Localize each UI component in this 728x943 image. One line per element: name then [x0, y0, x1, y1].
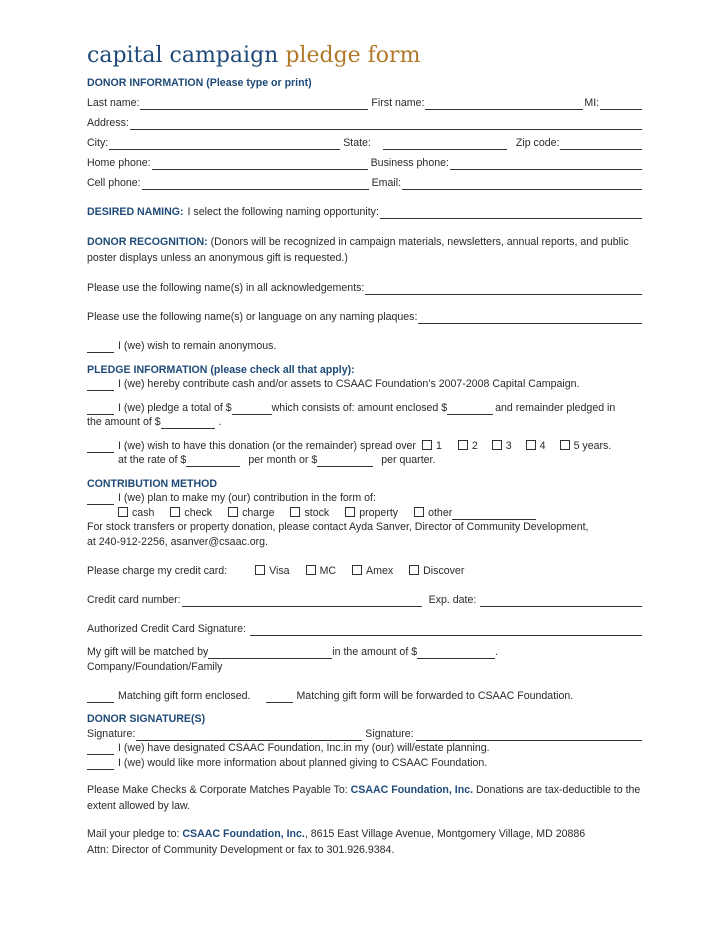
stock-line-2: [87, 534, 643, 549]
ack-field[interactable]: [365, 282, 642, 295]
match-row: [87, 645, 643, 660]
year-option-5[interactable]: [560, 439, 612, 453]
charge-card-label: Please charge my credit card:: [87, 564, 228, 577]
match-forwarded-check-line[interactable]: [266, 690, 293, 703]
mail-text: [87, 826, 643, 842]
match-form-row: [87, 683, 643, 703]
remainder-row: [87, 415, 643, 430]
estate-row: [87, 741, 643, 756]
donor-info-heading: DONOR INFORMATION (Please type or print): [87, 77, 312, 89]
pledge-total-row: [87, 400, 643, 415]
home-phone-field[interactable]: [152, 157, 368, 170]
year-label: 4: [539, 439, 546, 452]
pledge-form: [87, 42, 643, 858]
naming-text: I select the following naming opportunity:: [187, 206, 379, 218]
recognition-description: (Donors will be recognized in campaign materials, newsletters, annual reports, and public poster displays unless an anonymous gift is requested.): [87, 236, 629, 264]
mi-label: MI:: [584, 97, 600, 109]
stock-contact-phone: at 240-912-2256, asanver@csaac.org.: [87, 535, 268, 548]
match-amount-field[interactable]: [417, 646, 495, 659]
year-option-4[interactable]: [526, 439, 546, 453]
checkbox-icon: [526, 440, 536, 450]
signature-2-field[interactable]: [416, 728, 642, 741]
card-amex[interactable]: [352, 564, 393, 578]
checkbox-icon: [306, 565, 316, 575]
match-enclosed-check-line[interactable]: [87, 690, 114, 703]
checkbox-icon: [414, 507, 424, 517]
attn-label: Attn: Director of Community Development or fax to 301.926.9384.: [87, 843, 395, 856]
pledge-heading-row: [87, 362, 643, 377]
quarterly-rate-label: per month or $: [248, 454, 318, 466]
payable-text: [87, 782, 643, 814]
plaque-row: [87, 304, 643, 324]
contribute-row: [87, 377, 643, 392]
year-option-2[interactable]: [458, 439, 478, 453]
card-signature-label: Authorized Credit Card Signature:: [87, 622, 246, 635]
city-label: City:: [87, 137, 109, 149]
pledge-total-check-line[interactable]: [87, 402, 114, 415]
contribute-label: I (we) hereby contribute cash and/or assets to CSAAC Foundation’s 2007-2008 Capital Campaign.: [118, 378, 580, 390]
first-name-label: First name:: [371, 97, 425, 109]
mail-address: , 8615 East Village Avenue, Montgomery Village, MD 20886: [304, 827, 586, 840]
spread-row: [87, 438, 643, 453]
ack-label: Please use the following name(s) in all acknowledgements:: [87, 282, 365, 294]
city-row: [87, 130, 643, 150]
card-signature-field[interactable]: [250, 623, 642, 636]
cell-phone-field[interactable]: [142, 177, 369, 190]
card-visa[interactable]: [255, 564, 289, 578]
checkbox-icon: [118, 507, 128, 517]
plaque-field[interactable]: [418, 311, 642, 324]
monthly-rate-field[interactable]: [186, 454, 240, 467]
anonymous-label: I (we) wish to remain anonymous.: [118, 340, 277, 352]
method-label: cash: [132, 506, 155, 519]
match-amount-label: in the amount of $: [332, 646, 418, 658]
method-property[interactable]: [345, 506, 398, 520]
methods-row: [87, 505, 643, 520]
method-label: other: [428, 506, 453, 519]
estate-label: I (we) have designated CSAAC Foundation, Inc.in my (our) will/estate planning.: [118, 742, 490, 754]
contribution-heading-row: [87, 476, 643, 491]
recognition-text: [87, 228, 643, 266]
card-label: Visa: [269, 564, 290, 577]
remainder-amount-label: the amount of $: [87, 416, 161, 428]
cell-row: [87, 170, 643, 190]
pledge-total-field[interactable]: [232, 402, 272, 415]
plan-row: [87, 491, 643, 506]
card-label: Discover: [423, 564, 465, 577]
plaque-label: Please use the following name(s) or language on any naming plaques:: [87, 311, 418, 323]
match-enclosed-label: Matching gift form enclosed.: [118, 689, 251, 702]
mail-org: CSAAC Foundation, Inc.: [182, 827, 305, 840]
info-row: [87, 755, 643, 770]
monthly-rate-label: at the rate of $: [118, 454, 187, 466]
matched-by-label: My gift will be matched by: [87, 646, 209, 658]
info-check-line[interactable]: [87, 757, 114, 770]
address-label: Address:: [87, 117, 129, 129]
title-part2: pledge form: [285, 43, 421, 68]
quarterly-rate-field[interactable]: [317, 454, 373, 467]
mail-label: Mail your pledge to:: [87, 827, 180, 840]
last-name-label: Last name:: [87, 97, 140, 109]
checkbox-icon: [492, 440, 502, 450]
card-signature-row: [87, 616, 643, 636]
business-phone-field[interactable]: [450, 157, 642, 170]
year-label: 1: [435, 439, 442, 452]
naming-heading: DESIRED NAMING:: [87, 206, 184, 218]
checkbox-icon: [409, 565, 419, 575]
method-label: check: [184, 506, 213, 519]
business-phone-label: Business phone:: [370, 157, 449, 169]
zip-field[interactable]: [560, 137, 642, 150]
year-option-3[interactable]: [492, 439, 512, 453]
spread-check-line[interactable]: [87, 440, 114, 453]
pledge-total-label: I (we) pledge a total of $: [118, 401, 232, 414]
card-number-row: [87, 587, 643, 607]
card-number-field[interactable]: [182, 594, 422, 607]
mi-field[interactable]: [600, 97, 642, 110]
match-forwarded-label: Matching gift form will be forwarded to CSAAC Foundation.: [296, 689, 574, 702]
anonymous-row: [87, 333, 643, 353]
last-name-field[interactable]: [140, 97, 368, 110]
year-option-1[interactable]: [422, 439, 442, 453]
plan-label: I (we) plan to make my (our) contribution in the form of:: [118, 492, 376, 504]
method-stock[interactable]: [290, 506, 329, 520]
ack-row: [87, 275, 643, 295]
exp-date-field[interactable]: [480, 594, 642, 607]
first-name-field[interactable]: [425, 97, 583, 110]
city-field[interactable]: [109, 137, 340, 150]
card-mc[interactable]: [306, 564, 336, 578]
checkbox-icon: [290, 507, 300, 517]
estate-check-line[interactable]: [87, 742, 114, 755]
checkbox-icon: [352, 565, 362, 575]
remainder-amount-field[interactable]: [161, 416, 215, 429]
card-label: Amex: [366, 564, 394, 577]
signature-heading-row: [87, 712, 643, 727]
match-period: .: [495, 646, 499, 658]
checkbox-icon: [228, 507, 238, 517]
name-row: [87, 90, 643, 110]
card-number-label: Credit card number:: [87, 593, 181, 606]
method-label: stock: [304, 506, 330, 519]
method-check[interactable]: [170, 506, 212, 520]
payable-label: Please Make Checks & Corporate Matches Payable To:: [87, 783, 348, 796]
address-field[interactable]: [130, 117, 642, 130]
email-label: Email:: [371, 177, 402, 189]
year-label: 3: [505, 439, 512, 452]
method-label: property: [359, 506, 399, 519]
phone-row: [87, 150, 643, 170]
contribution-heading: CONTRIBUTION METHOD: [87, 477, 218, 490]
anonymous-check-line[interactable]: [87, 340, 114, 353]
company-row: [87, 659, 643, 674]
card-type-row: [87, 558, 643, 578]
stock-contact-text: For stock transfers or property donation, please contact Ayda Sanver, Director of Community Development,: [87, 521, 589, 533]
stock-line-1: [87, 520, 643, 535]
signature-2-label: Signature:: [365, 727, 414, 740]
plan-check-line[interactable]: [87, 492, 114, 505]
method-label: charge: [242, 506, 275, 519]
checkbox-icon: [170, 507, 180, 517]
home-phone-label: Home phone:: [87, 157, 151, 169]
rate-row: [87, 453, 643, 468]
year-label: 2: [471, 439, 478, 452]
email-field[interactable]: [402, 177, 642, 190]
signature-row: [87, 726, 643, 741]
checkbox-icon: [422, 440, 432, 450]
signature-heading: DONOR SIGNATURE(S): [87, 713, 206, 725]
title-part1: capital campaign: [87, 43, 279, 68]
state-label: State:: [343, 137, 371, 149]
attn-text: [87, 842, 643, 858]
method-other[interactable]: [414, 506, 452, 520]
checkbox-icon: [255, 565, 265, 575]
matched-by-field[interactable]: [208, 646, 332, 659]
card-label: MC: [319, 564, 337, 577]
other-method-field[interactable]: [452, 507, 536, 520]
form-title: [87, 42, 643, 74]
checkbox-icon: [458, 440, 468, 450]
remainder-label: and remainder pledged in: [495, 401, 616, 414]
tax-note: Donations are tax-deductible to the extent allowed by law.: [87, 783, 641, 812]
address-row: [87, 110, 643, 130]
signature-1-label: Signature:: [87, 727, 136, 740]
spread-label: I (we) wish to have this donation (or the remainder) spread over: [118, 439, 416, 452]
exp-date-label: Exp. date:: [428, 593, 477, 606]
contribute-check-line[interactable]: [87, 378, 114, 391]
method-charge[interactable]: [228, 506, 274, 520]
cell-phone-label: Cell phone:: [87, 177, 141, 189]
checkbox-icon: [560, 440, 570, 450]
year-label: 5 years.: [573, 439, 612, 452]
state-field[interactable]: [383, 137, 507, 150]
checkbox-icon: [345, 507, 355, 517]
amount-enclosed-label: which consists of: amount enclosed $: [271, 401, 448, 414]
pledge-heading: PLEDGE INFORMATION (please check all that apply):: [87, 363, 355, 376]
method-cash[interactable]: [118, 506, 154, 520]
company-label: Company/Foundation/Family: [87, 660, 223, 673]
per-quarter-label: per quarter.: [381, 454, 436, 466]
recognition-heading: DONOR RECOGNITION:: [87, 236, 208, 248]
card-discover[interactable]: [409, 564, 464, 578]
info-label: I (we) would like more information about planned giving to CSAAC Foundation.: [118, 756, 488, 769]
naming-row: [87, 199, 643, 219]
naming-field[interactable]: [380, 206, 642, 219]
payable-org: CSAAC Foundation, Inc.: [350, 783, 474, 796]
signature-1-field[interactable]: [136, 728, 362, 741]
remainder-period: .: [218, 416, 222, 428]
zip-label: Zip code:: [515, 137, 560, 149]
amount-enclosed-field[interactable]: [447, 402, 493, 415]
